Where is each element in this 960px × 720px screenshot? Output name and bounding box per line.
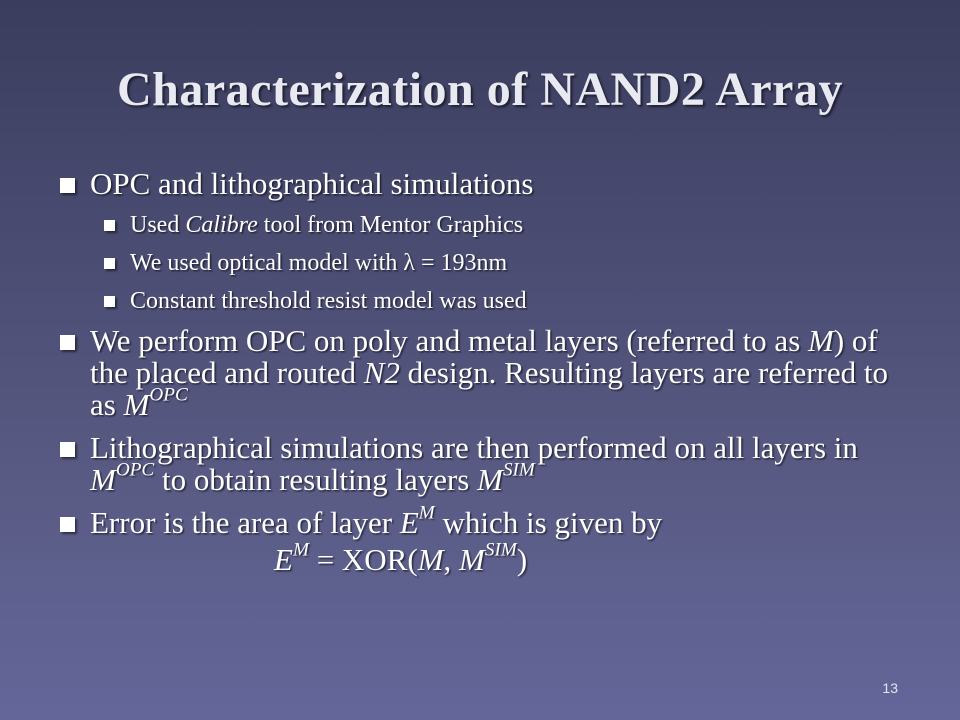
square-bullet-icon <box>60 517 75 532</box>
layer-symbol-m-sim: M <box>477 462 503 497</box>
square-bullet-icon <box>60 442 75 457</box>
formula-e: E <box>274 542 293 577</box>
layer-symbol-m: M <box>808 323 834 358</box>
bullet-text-2: ) of the placed and routed <box>90 323 878 390</box>
slide-body <box>56 168 916 577</box>
tool-name: Calibre <box>185 212 258 238</box>
formula-m-sim: M <box>459 542 485 577</box>
formula-equals-xor: = XOR( <box>308 542 418 577</box>
formula-close-paren: ) <box>516 542 528 577</box>
formula-comma: , <box>443 542 460 577</box>
superscript-m: M <box>418 502 435 524</box>
formula-sim-superscript: SIM <box>484 539 517 561</box>
sub-bullet-optical-model <box>56 249 916 277</box>
bullet-text-1: We perform OPC on poly and metal layers (referred to as <box>90 323 809 358</box>
bullet-opc-poly-metal <box>56 325 916 421</box>
sub-bullet-text: Constant threshold resist model was used <box>130 288 527 314</box>
bullet-text: OPC and lithographical simulations <box>90 166 534 201</box>
superscript-opc: OPC <box>115 459 155 481</box>
sub-bullet-resist-model <box>56 287 916 315</box>
bullet-text-2: to obtain resulting layers <box>154 462 478 497</box>
bullet-text-3: design. Resulting layers are referred to as <box>90 355 888 422</box>
formula-m: M <box>417 542 444 577</box>
bullet-text-1: Lithographical simulations are then performed on all layers in <box>90 430 858 465</box>
square-bullet-icon <box>104 220 115 231</box>
layer-symbol-m: M <box>90 462 116 497</box>
square-bullet-icon <box>60 178 75 193</box>
layer-symbol-m-opc: M <box>123 387 150 422</box>
bullet-opc-lithography <box>56 168 916 200</box>
bullet-text-2: which is given by <box>434 505 663 540</box>
formula-e-superscript: M <box>292 539 309 561</box>
sub-bullet-text-pre: We used optical model with <box>130 250 404 276</box>
bullet-litho-simulation <box>56 432 916 496</box>
lambda-symbol: λ <box>403 250 415 276</box>
sub-bullet-calibre <box>56 211 916 239</box>
bullet-text-1: Error is the area of layer <box>90 505 400 540</box>
superscript-sim: SIM <box>502 459 535 481</box>
slide-title: Characterization of NAND2 Array <box>117 63 843 116</box>
superscript-opc: OPC <box>149 384 188 406</box>
square-bullet-icon <box>104 296 115 307</box>
square-bullet-icon <box>60 335 75 350</box>
bullet-error-area <box>56 502 916 540</box>
sub-bullet-text-post: = 193nm <box>414 250 508 276</box>
layer-symbol-e: E <box>399 505 419 540</box>
square-bullet-icon <box>104 258 115 269</box>
page-number: 13 <box>882 680 898 696</box>
sub-bullet-text-post: tool from Mentor Graphics <box>257 212 524 238</box>
xor-formula <box>56 539 916 577</box>
sub-bullet-text-pre: Used <box>130 212 186 238</box>
design-name-n2: N2 <box>363 355 400 390</box>
